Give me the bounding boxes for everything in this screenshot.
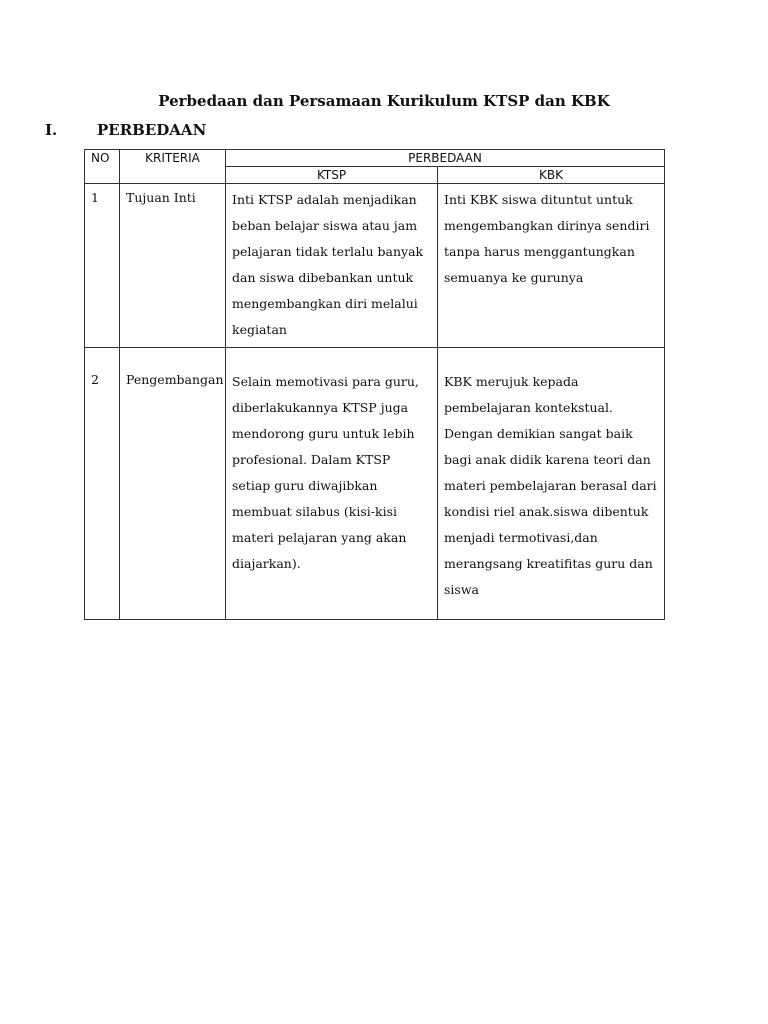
row-ktsp: Inti KTSP adalah menjadikan beban belajar siswa atau jam pelajaran tidak terlalu banyak dan siswa dibebankan untuk mengembangkan diri melalui kegiatan — [226, 184, 438, 348]
row-kbk: KBK merujuk kepada pembelajaran kontekstual. Dengan demikian sangat baik bagi anak didik karena teori dan materi pembelajaran berasal dari kondisi riel anak.siswa dibentuk menjadi termotivasi,dan merangsang kreatifitas guru dan siswa — [438, 348, 665, 620]
section-label: PERBEDAAN — [97, 121, 207, 139]
header-perbedaan: PERBEDAAN — [226, 150, 665, 167]
row-no: 1 — [85, 184, 120, 348]
table-row — [85, 184, 665, 348]
row-ktsp: Selain memotivasi para guru, diberlakukannya KTSP juga mendorong guru untuk lebih profesional. Dalam KTSP setiap guru diwajibkan membuat silabus (kisi-kisi materi pelajaran yang akan diajarkan). — [226, 348, 438, 620]
row-kbk: Inti KBK siswa dituntut untuk mengembangkan dirinya sendiri tanpa harus menggantungkan semuanya ke gurunya — [438, 184, 665, 348]
section-heading — [45, 121, 206, 139]
header-kriteria: KRITERIA — [120, 150, 226, 184]
table-header-row — [85, 150, 665, 167]
comparison-table — [84, 149, 665, 620]
row-kriteria: Pengembangan — [120, 348, 226, 620]
document-title: Perbedaan dan Persamaan Kurikulum KTSP dan KBK — [158, 92, 610, 110]
row-kriteria: Tujuan Inti — [120, 184, 226, 348]
section-number: I. — [45, 121, 58, 139]
row-no: 2 — [85, 348, 120, 620]
header-no: NO — [85, 150, 120, 184]
header-kbk: KBK — [438, 167, 665, 184]
table-row — [85, 348, 665, 620]
header-ktsp: KTSP — [226, 167, 438, 184]
